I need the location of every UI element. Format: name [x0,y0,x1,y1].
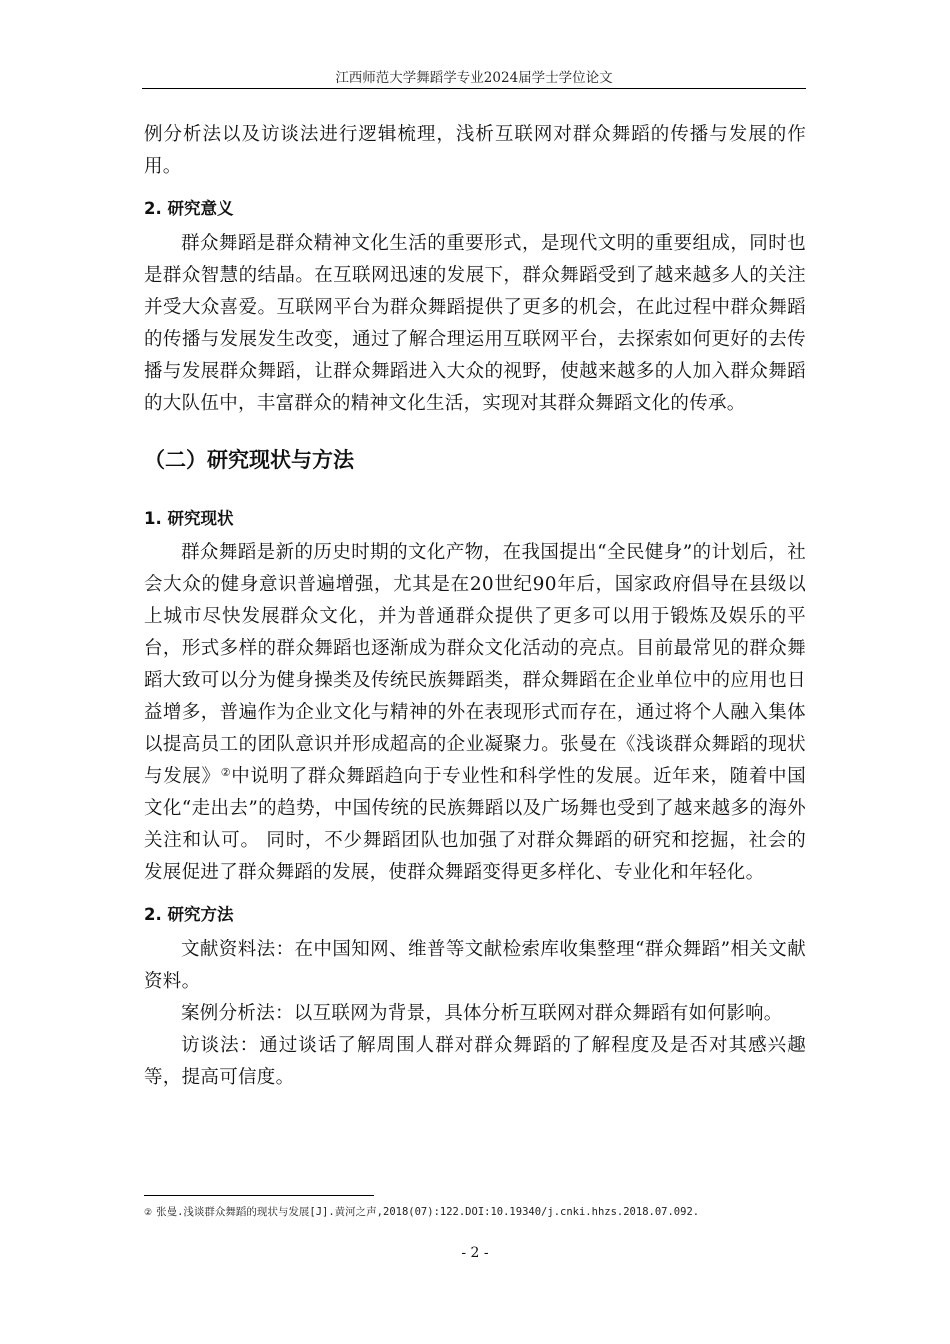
section-title-methods: 2. 研究方法 [144,905,234,924]
footnote [144,1204,806,1219]
footnote-ref-mark: ② [220,766,232,779]
status-text-part1: 群众舞蹈是新的历史时期的文化产物，在我国提出“全民健身”的计划后，社会大众的健身意识普遍增强，尤其是在20世纪90年后，国家政府倡导在县级以上城市尽快发展群众文化，并为普通群众提供了更多可以用于锻炼及娱乐的平台，形式多样的群众舞蹈也逐渐成为群众文化活动的亮点。目前最常见的群众舞蹈大致可以分为健身操类及传统民族舞蹈类，群众舞蹈在企业单位中的应用也日益增多，普遍作为企业文化与精神的外在表现形式而存在，通过将个人融入集体以提高员工的团队意识并形成超高的企业凝聚力。张曼在《浅谈群众舞蹈的现状与发展》 [144,542,806,787]
method-item-interview: 访谈法：通过谈话了解周围人群对群众舞蹈的了解程度及是否对其感兴趣等，提高可信度。 [144,1035,806,1088]
section-title-significance: 2. 研究意义 [144,199,234,218]
page-number: - 2 - [461,1245,489,1261]
status-paragraph [144,537,806,889]
method-item-case-study: 案例分析法：以互联网为背景，具体分析互联网对群众舞蹈有如何影响。 [181,1003,783,1024]
intro-continuation-paragraph: 例分析法以及访谈法进行逻辑梳理，浅析互联网对群众舞蹈的传播与发展的作用。 [144,124,806,177]
header-rule [142,88,806,89]
significance-paragraph: 群众舞蹈是群众精神文化生活的重要形式，是现代文明的重要组成，同时也是群众智慧的结晶。在互联网迅速的发展下，群众舞蹈受到了越来越多人的关注并受大众喜爱。互联网平台为群众舞蹈提供了更多的机会，在此过程中群众舞蹈的传播与发展发生改变，通过了解合理运用互联网平台，去探索如何更好的去传播与发展群众舞蹈，让群众舞蹈进入大众的视野，使越来越多的人加入群众舞蹈的大队伍中，丰富群众的精神文化生活，实现对其群众舞蹈文化的传承。 [144,233,806,414]
page-body [144,119,806,1094]
footnote-mark: ② [144,1208,153,1218]
method-item-literature: 文献资料法：在中国知网、维普等文献检索库收集整理“群众舞蹈”相关文献资料。 [144,939,806,992]
running-header: 江西师范大学舞蹈学专业2024届学士学位论文 [335,70,613,86]
section-title-status: 1. 研究现状 [144,509,234,528]
chapter-title-status-methods: （二）研究现状与方法 [144,448,354,472]
status-text-part2: 中说明了群众舞蹈趋向于专业性和科学性的发展。近年来，随着中国文化“走出去”的趋势，中国传统的民族舞蹈以及广场舞也受到了越来越多的海外关注和认可。 同时，不少舞蹈团队也加强了对群众舞蹈的研究和挖掘，社会的发展促进了群众舞蹈的发展，使群众舞蹈变得更多样化、专业化和年轻化。 [144,766,806,883]
footnote-rule [144,1195,374,1196]
footnote-text: 张曼.浅谈群众舞蹈的现状与发展[J].黄河之声,2018(07):122.DOI:10.19340/j.cnki.hhzs.2018.07.092. [156,1206,700,1218]
